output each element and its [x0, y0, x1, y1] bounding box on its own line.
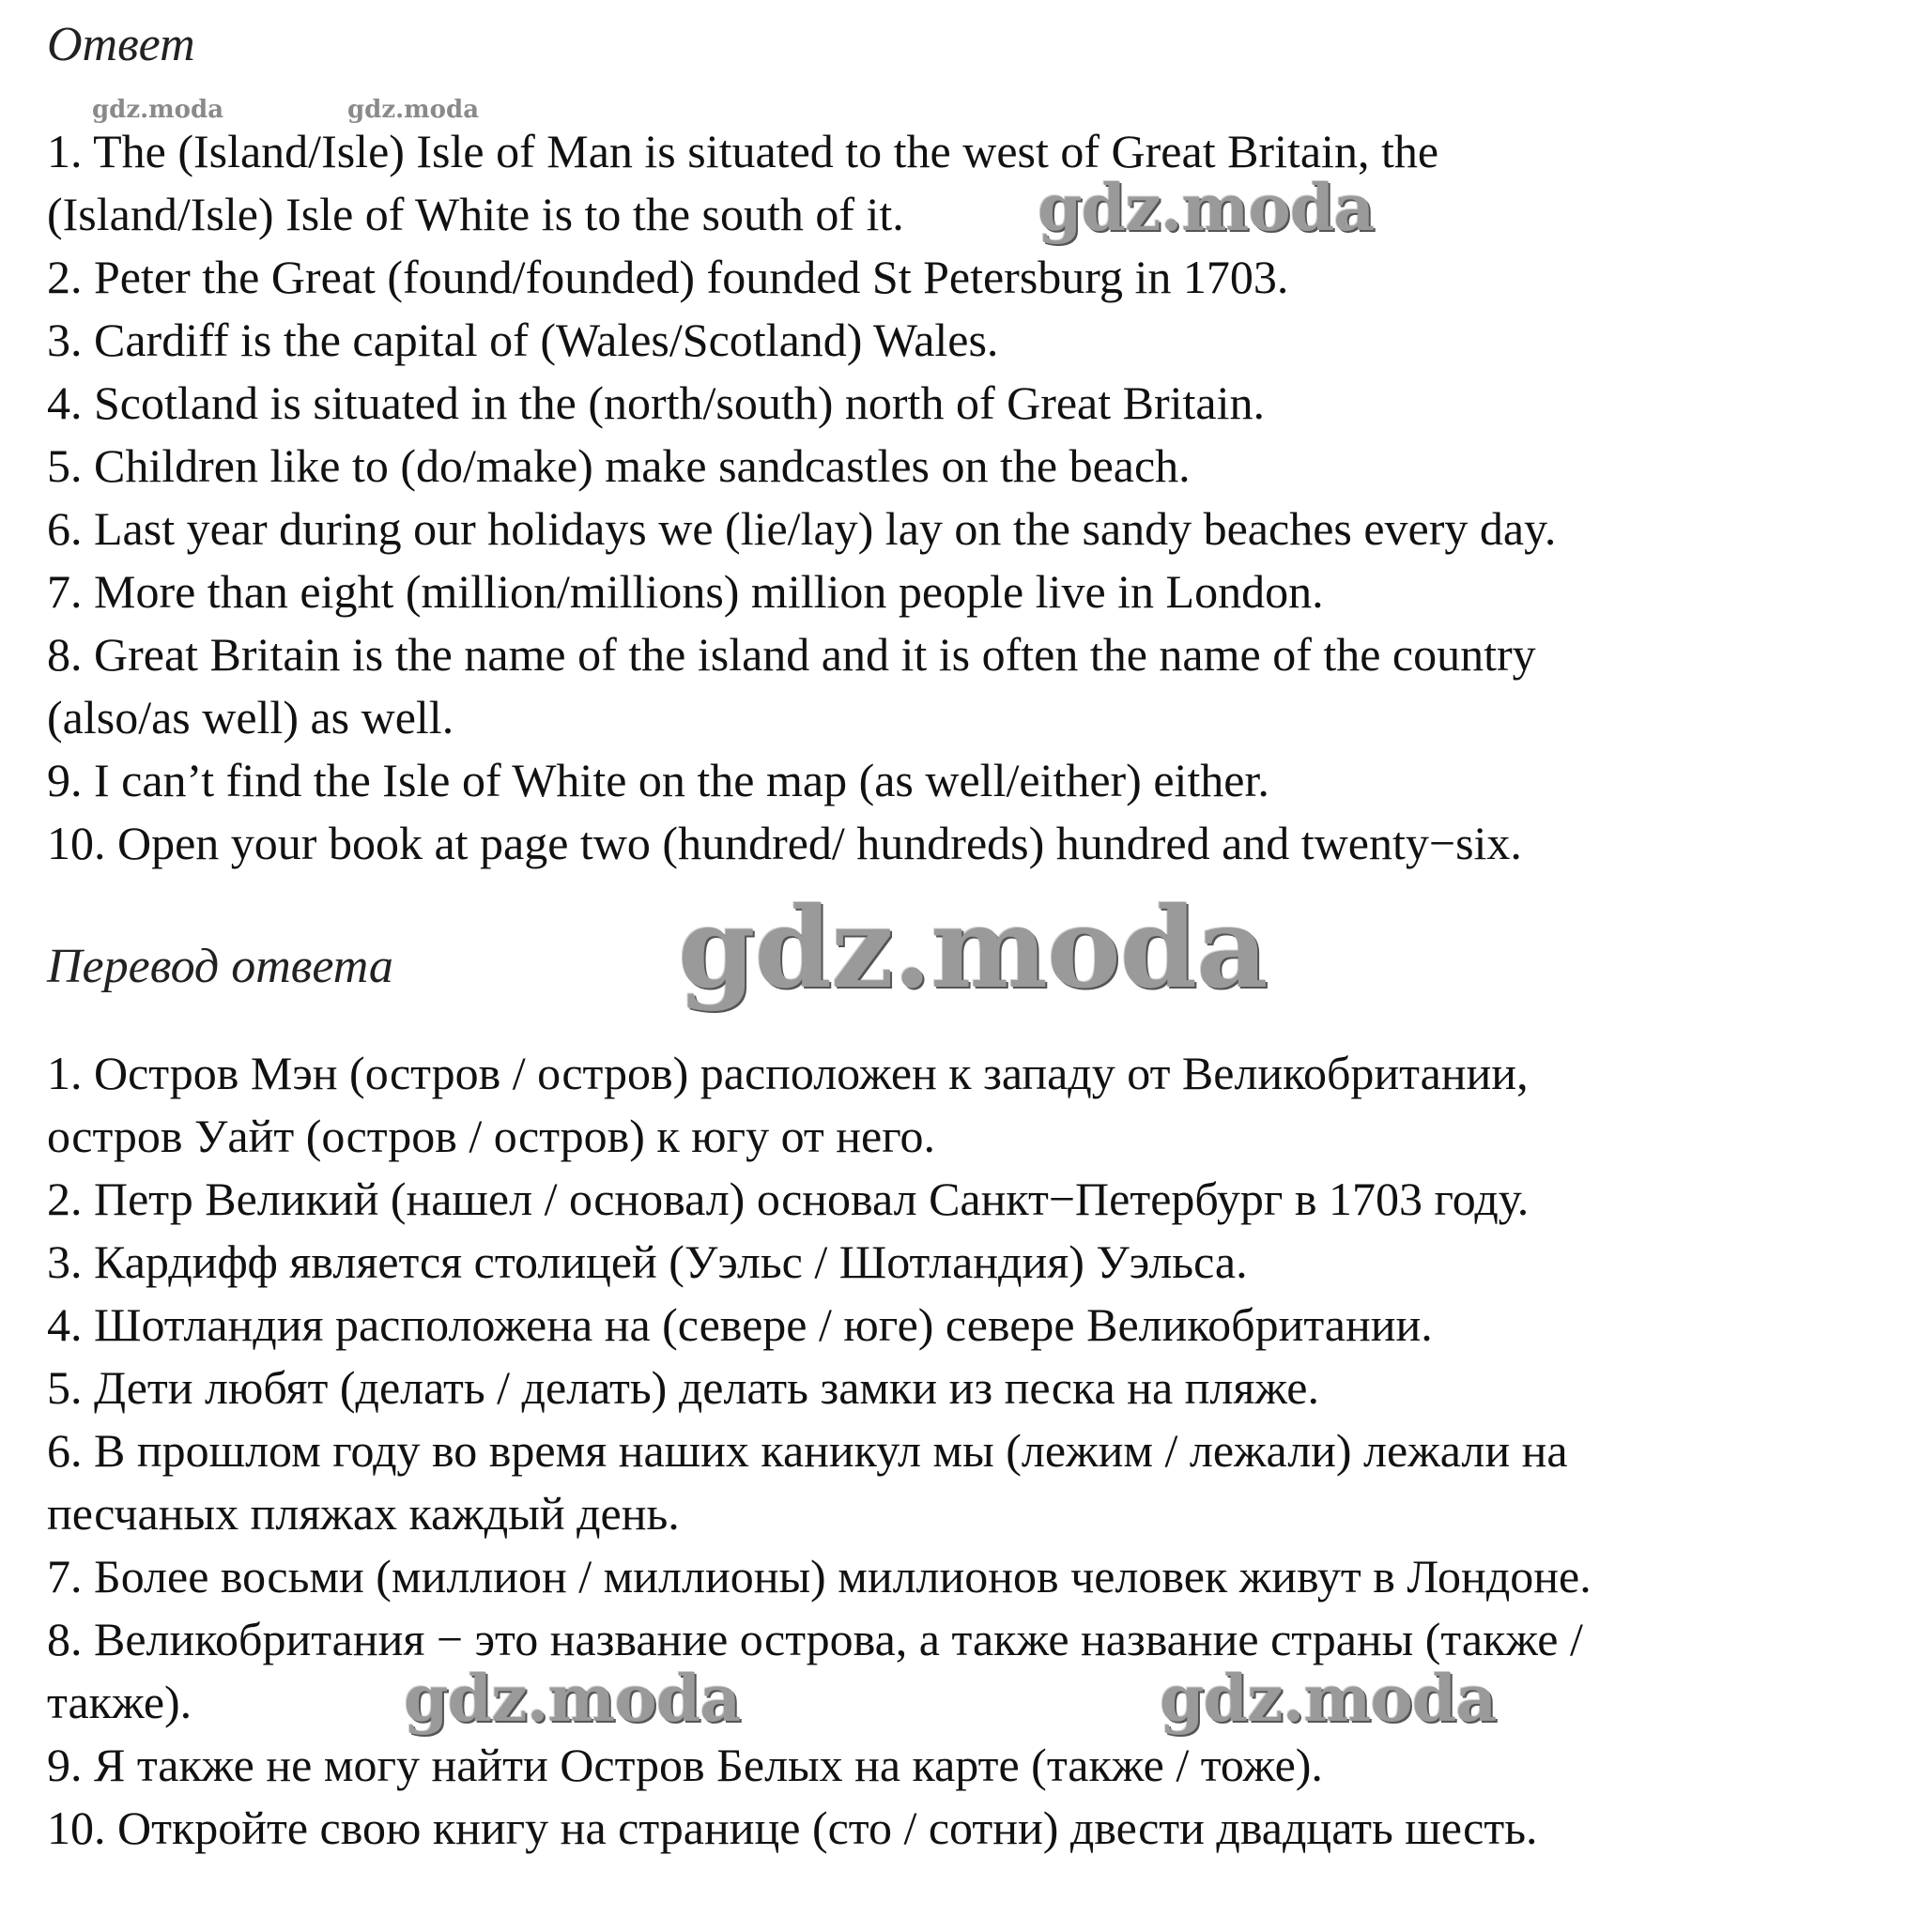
watermark-bottom-right: gdz.moda [1160, 1662, 1497, 1737]
answer-line: 2. Peter the Great (found/founded) founded St Petersburg in 1703. [47, 251, 1289, 303]
watermark-inline: gdz.moda [1038, 171, 1375, 246]
watermark-small-1: gdz.moda [92, 96, 224, 124]
translation-list [47, 1042, 1887, 1860]
translation-line: 10. Откройте свою книгу на странице (сто / сотни) двести двадцать шесть. [47, 1802, 1538, 1854]
translation-line: 2. Петр Великий (нашел / основал) основал Санкт−Петербург в 1703 году. [47, 1173, 1530, 1225]
translation-line: остров Уайт (остров / остров) к югу от него. [47, 1110, 935, 1162]
answer-line: 8. Great Britain is the name of the island and it is often the name of the country [47, 628, 1536, 681]
translation-line: 6. В прошлом году во время наших каникул мы (лежим / лежали) лежали на [47, 1424, 1568, 1477]
answer-line: 4. Scotland is situated in the (north/south) north of Great Britain. [47, 376, 1265, 429]
watermark-small-2: gdz.moda [347, 96, 480, 124]
answer-line: 1. The (Island/Isle) Isle of Man is situated to the west of Great Britain, the [47, 125, 1439, 177]
watermark-center: gdz.moda [678, 882, 1268, 1013]
answer-line: 6. Last year during our holidays we (lie/lay) lay on the sandy beaches every day. [47, 502, 1557, 555]
watermark-bottom-left: gdz.moda [404, 1662, 741, 1737]
answer-line: (also/as well) as well. [47, 691, 454, 744]
translation-line: песчаных пляжах каждый день. [47, 1487, 680, 1540]
answer-line: 5. Children like to (do/make) make sandcastles on the beach. [47, 439, 1191, 492]
answer-list [47, 120, 1887, 875]
translation-line: 3. Кардифф является столицей (Уэльс / Шотландия) Уэльса. [47, 1235, 1248, 1288]
answer-line: 7. More than eight (million/millions) million people live in London. [47, 565, 1324, 618]
translation-line: 1. Остров Мэн (остров / остров) расположен к западу от Великобритании, [47, 1047, 1529, 1099]
translation-line: 7. Более восьми (миллион / миллионы) миллионов человек живут в Лондоне. [47, 1550, 1592, 1602]
translation-heading: Перевод ответа [47, 940, 393, 993]
answer-line: 10. Open your book at page two (hundred/ hundreds) hundred and twenty−six. [47, 817, 1522, 869]
translation-line: 8. Великобритания − это название острова, а также название страны (также / [47, 1613, 1583, 1665]
translation-line: 9. Я также не могу найти Остров Белых на карте (также / тоже). [47, 1739, 1323, 1791]
translation-line: 4. Шотландия расположена на (севере / юге) севере Великобритании. [47, 1298, 1433, 1351]
answer-heading: Ответ [47, 18, 195, 71]
answer-line: (Island/Isle) Isle of White is to the south of it. [47, 188, 904, 240]
translation-line: также). [47, 1676, 192, 1728]
answer-line: 3. Cardiff is the capital of (Wales/Scotland) Wales. [47, 314, 999, 366]
translation-line: 5. Дети любят (делать / делать) делать замки из песка на пляже. [47, 1361, 1319, 1414]
answer-line: 9. I can’t find the Isle of White on the map (as well/either) either. [47, 754, 1269, 806]
